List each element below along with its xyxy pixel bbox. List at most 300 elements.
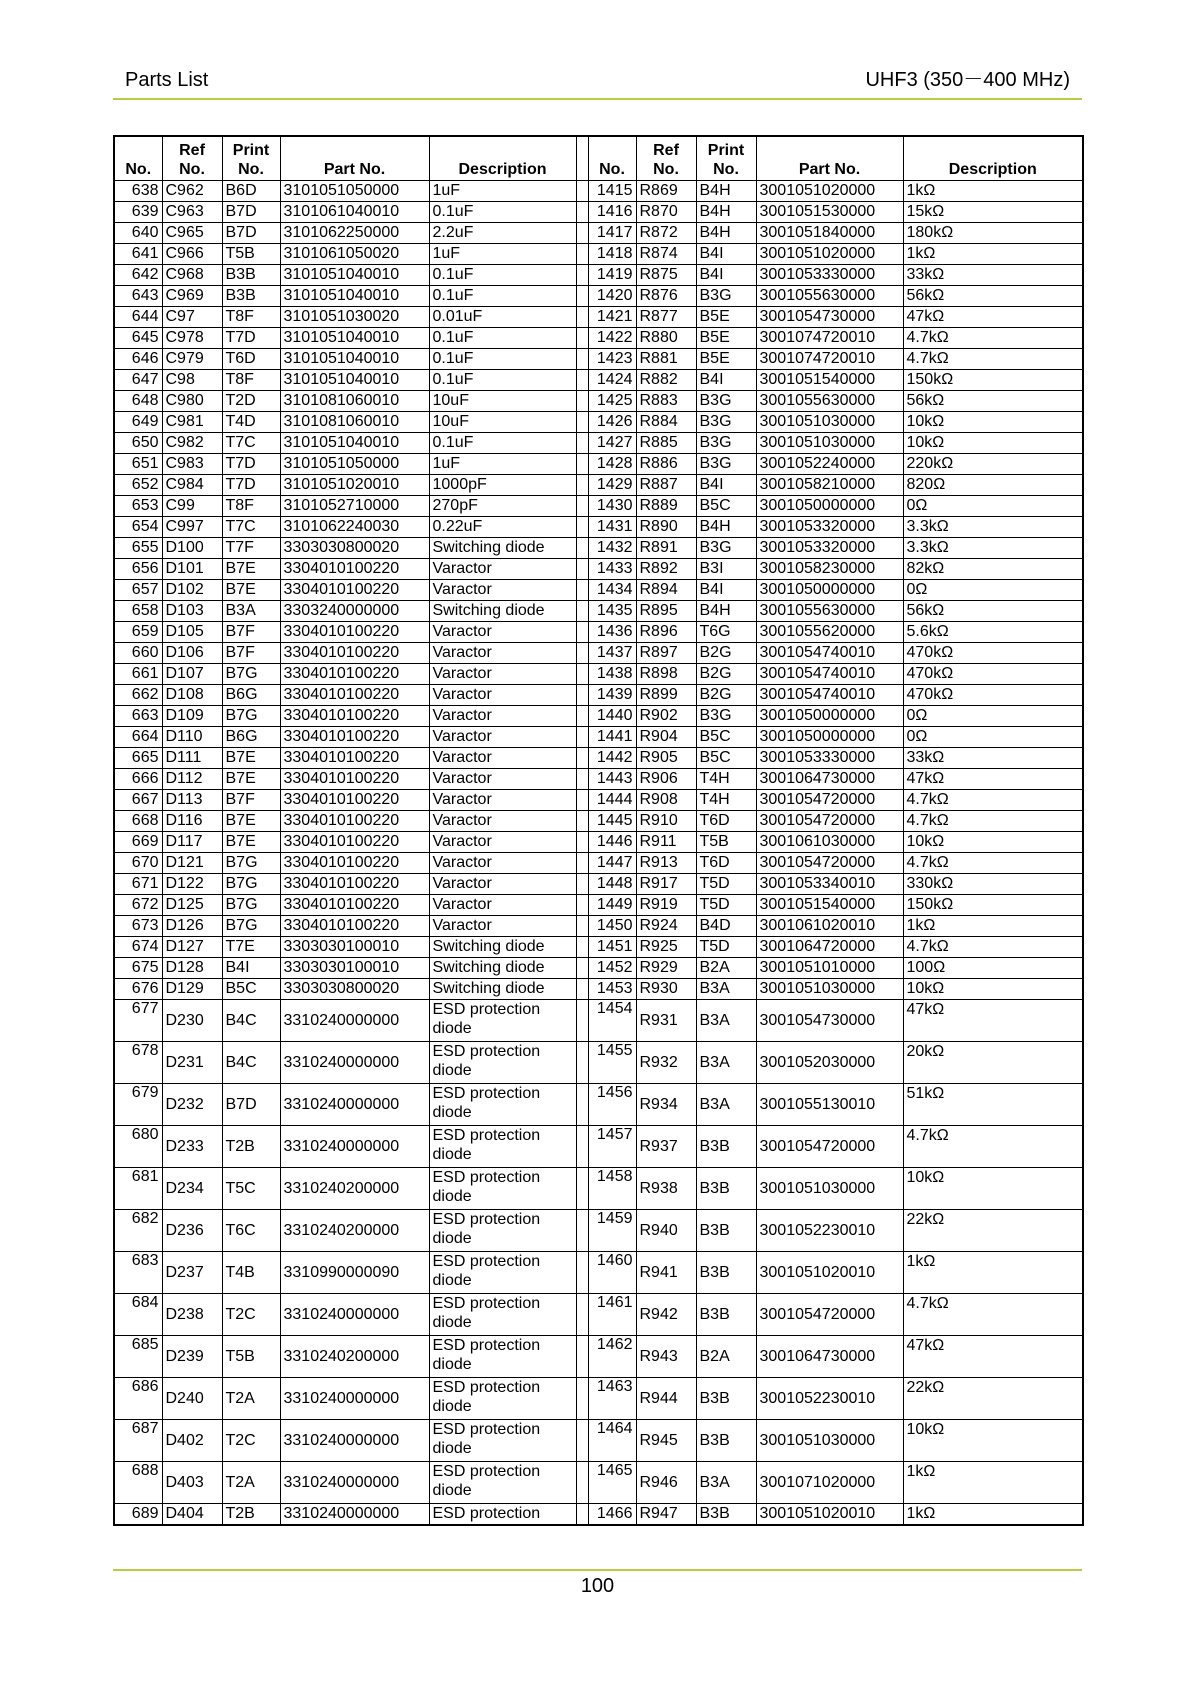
cell-description: 150kΩ — [903, 895, 1083, 916]
cell-print: B4C — [222, 1042, 280, 1084]
table-row — [114, 349, 1083, 370]
cell-ref: D404 — [162, 1504, 222, 1525]
cell-print: T7D — [222, 475, 280, 496]
cell-description: 47kΩ — [903, 1336, 1083, 1378]
cell-description: 330kΩ — [903, 874, 1083, 895]
table-row — [114, 1126, 1083, 1168]
cell-print: B4H — [696, 601, 756, 622]
cell-part-no: 3001053320000 — [756, 517, 903, 538]
cell-print: B5C — [222, 979, 280, 1000]
cell-print: B4D — [696, 916, 756, 937]
column-gap — [576, 412, 588, 433]
table-row — [114, 748, 1083, 769]
table-row — [114, 475, 1083, 496]
cell-ref: R932 — [636, 1042, 696, 1084]
column-gap — [576, 643, 588, 664]
cell-no: 650 — [114, 433, 162, 454]
cell-no: 1427 — [588, 433, 636, 454]
cell-ref: R924 — [636, 916, 696, 937]
cell-no: 651 — [114, 454, 162, 475]
cell-ref: D231 — [162, 1042, 222, 1084]
column-gap — [576, 496, 588, 517]
cell-print: B7D — [222, 223, 280, 244]
cell-description: ESD protection diode — [429, 1336, 576, 1378]
cell-ref: R913 — [636, 853, 696, 874]
cell-part-no: 3310240000000 — [280, 1378, 429, 1420]
table-row — [114, 1420, 1083, 1462]
cell-part-no: 3304010100220 — [280, 895, 429, 916]
column-gap — [576, 979, 588, 1000]
cell-print: T2A — [222, 1462, 280, 1504]
column-gap — [576, 1210, 588, 1252]
cell-ref: D100 — [162, 538, 222, 559]
cell-ref: R937 — [636, 1126, 696, 1168]
cell-ref: R931 — [636, 1000, 696, 1042]
cell-ref: R925 — [636, 937, 696, 958]
cell-ref: D106 — [162, 643, 222, 664]
cell-no: 1455 — [588, 1042, 636, 1084]
cell-description: 2.2uF — [429, 223, 576, 244]
table-row — [114, 181, 1083, 202]
cell-part-no: 3101062250000 — [280, 223, 429, 244]
table-row — [114, 1252, 1083, 1294]
cell-ref: C980 — [162, 391, 222, 412]
cell-no: 1448 — [588, 874, 636, 895]
cell-ref: R891 — [636, 538, 696, 559]
cell-ref: D122 — [162, 874, 222, 895]
cell-print: B7E — [222, 769, 280, 790]
cell-part-no: 3303030100010 — [280, 958, 429, 979]
cell-description: 10kΩ — [903, 1420, 1083, 1462]
cell-part-no: 3001050000000 — [756, 496, 903, 517]
column-gap — [576, 244, 588, 265]
cell-print: T7F — [222, 538, 280, 559]
cell-ref: D102 — [162, 580, 222, 601]
cell-no: 641 — [114, 244, 162, 265]
cell-no: 1429 — [588, 475, 636, 496]
cell-no: 645 — [114, 328, 162, 349]
cell-print: T8F — [222, 370, 280, 391]
cell-part-no: 3001050000000 — [756, 706, 903, 727]
cell-no: 1449 — [588, 895, 636, 916]
col-header-desc: Description — [903, 136, 1083, 181]
cell-description: 1uF — [429, 454, 576, 475]
cell-part-no: 3001050000000 — [756, 727, 903, 748]
cell-description: 270pF — [429, 496, 576, 517]
cell-part-no: 3310240200000 — [280, 1210, 429, 1252]
table-row — [114, 328, 1083, 349]
column-gap — [576, 136, 588, 181]
cell-description: 4.7kΩ — [903, 1294, 1083, 1336]
cell-print: T7C — [222, 433, 280, 454]
cell-ref: D116 — [162, 811, 222, 832]
cell-part-no: 3001053330000 — [756, 265, 903, 286]
cell-description: 470kΩ — [903, 664, 1083, 685]
column-gap — [576, 538, 588, 559]
column-gap — [576, 937, 588, 958]
cell-ref: C969 — [162, 286, 222, 307]
cell-description: 0.1uF — [429, 286, 576, 307]
table-row — [114, 433, 1083, 454]
cell-ref: D111 — [162, 748, 222, 769]
cell-print: B7E — [222, 559, 280, 580]
cell-part-no: 3001055630000 — [756, 391, 903, 412]
cell-no: 640 — [114, 223, 162, 244]
cell-no: 658 — [114, 601, 162, 622]
col-header-print: Print No. — [222, 136, 280, 181]
cell-print: B4I — [222, 958, 280, 979]
cell-no: 1450 — [588, 916, 636, 937]
cell-print: B7D — [222, 1084, 280, 1126]
cell-ref: D128 — [162, 958, 222, 979]
cell-ref: C963 — [162, 202, 222, 223]
cell-ref: R899 — [636, 685, 696, 706]
table-row — [114, 1378, 1083, 1420]
cell-print: T6C — [222, 1210, 280, 1252]
cell-no: 638 — [114, 181, 162, 202]
cell-part-no: 3310240000000 — [280, 1042, 429, 1084]
cell-print: B7G — [222, 874, 280, 895]
cell-no: 656 — [114, 559, 162, 580]
column-gap — [576, 1084, 588, 1126]
column-gap — [576, 1000, 588, 1042]
cell-no: 1439 — [588, 685, 636, 706]
cell-description: 4.7kΩ — [903, 811, 1083, 832]
cell-description: ESD protection diode — [429, 1210, 576, 1252]
cell-print: B5C — [696, 727, 756, 748]
cell-part-no: 3303030800020 — [280, 979, 429, 1000]
cell-print: B7F — [222, 643, 280, 664]
cell-description: 56kΩ — [903, 286, 1083, 307]
cell-print: B4H — [696, 517, 756, 538]
cell-part-no: 3304010100220 — [280, 853, 429, 874]
cell-print: B3G — [696, 433, 756, 454]
cell-ref: R876 — [636, 286, 696, 307]
cell-print: T8F — [222, 307, 280, 328]
cell-print: B3G — [696, 538, 756, 559]
cell-no: 1418 — [588, 244, 636, 265]
table-row — [114, 223, 1083, 244]
cell-ref: D117 — [162, 832, 222, 853]
cell-ref: C98 — [162, 370, 222, 391]
cell-description: Switching diode — [429, 937, 576, 958]
cell-description: 0.1uF — [429, 349, 576, 370]
cell-ref: R898 — [636, 664, 696, 685]
cell-print: T6D — [696, 853, 756, 874]
cell-description: ESD protection diode — [429, 1126, 576, 1168]
cell-description: Varactor — [429, 895, 576, 916]
cell-no: 1460 — [588, 1252, 636, 1294]
cell-part-no: 3001071020000 — [756, 1462, 903, 1504]
cell-no: 659 — [114, 622, 162, 643]
table-row — [114, 517, 1083, 538]
cell-print: B6G — [222, 727, 280, 748]
cell-print: T5B — [222, 1336, 280, 1378]
cell-part-no: 3310240000000 — [280, 1294, 429, 1336]
table-row — [114, 664, 1083, 685]
cell-description: Varactor — [429, 622, 576, 643]
cell-part-no: 3001054720000 — [756, 853, 903, 874]
cell-ref: D237 — [162, 1252, 222, 1294]
table-row — [114, 853, 1083, 874]
cell-description: Varactor — [429, 874, 576, 895]
cell-description: Varactor — [429, 811, 576, 832]
cell-part-no: 3001054720000 — [756, 1126, 903, 1168]
cell-no: 666 — [114, 769, 162, 790]
table-row — [114, 1042, 1083, 1084]
table-row — [114, 1000, 1083, 1042]
cell-ref: R880 — [636, 328, 696, 349]
cell-print: B3B — [696, 1378, 756, 1420]
cell-part-no: 3310240000000 — [280, 1000, 429, 1042]
cell-description: 1kΩ — [903, 916, 1083, 937]
cell-print: B7E — [222, 832, 280, 853]
cell-part-no: 3001051840000 — [756, 223, 903, 244]
cell-no: 661 — [114, 664, 162, 685]
cell-no: 1426 — [588, 412, 636, 433]
cell-description: 1000pF — [429, 475, 576, 496]
table-row — [114, 1210, 1083, 1252]
cell-description: 0.22uF — [429, 517, 576, 538]
table-row — [114, 895, 1083, 916]
cell-print: T2C — [222, 1294, 280, 1336]
cell-description: 0.1uF — [429, 433, 576, 454]
cell-print: B3G — [696, 454, 756, 475]
cell-no: 673 — [114, 916, 162, 937]
cell-no: 1424 — [588, 370, 636, 391]
cell-no: 1419 — [588, 265, 636, 286]
column-gap — [576, 559, 588, 580]
cell-print: T8F — [222, 496, 280, 517]
cell-no: 1440 — [588, 706, 636, 727]
cell-ref: D238 — [162, 1294, 222, 1336]
cell-print: B3G — [696, 706, 756, 727]
cell-no: 1436 — [588, 622, 636, 643]
cell-no: 1415 — [588, 181, 636, 202]
cell-ref: R919 — [636, 895, 696, 916]
cell-ref: R908 — [636, 790, 696, 811]
cell-description: ESD protection diode — [429, 1462, 576, 1504]
cell-part-no: 3101061050020 — [280, 244, 429, 265]
cell-description: 0.1uF — [429, 328, 576, 349]
col-header-desc: Description — [429, 136, 576, 181]
cell-print: B2G — [696, 664, 756, 685]
cell-part-no: 3001052230010 — [756, 1210, 903, 1252]
cell-description: 0Ω — [903, 706, 1083, 727]
cell-ref: R881 — [636, 349, 696, 370]
cell-no: 1438 — [588, 664, 636, 685]
column-gap — [576, 307, 588, 328]
cell-print: B3B — [222, 265, 280, 286]
cell-part-no: 3310240000000 — [280, 1420, 429, 1462]
cell-print: T4B — [222, 1252, 280, 1294]
cell-print: B4I — [696, 475, 756, 496]
cell-ref: D403 — [162, 1462, 222, 1504]
cell-description: 3.3kΩ — [903, 538, 1083, 559]
cell-print: T6D — [696, 811, 756, 832]
cell-description: Varactor — [429, 769, 576, 790]
column-gap — [576, 832, 588, 853]
cell-ref: C97 — [162, 307, 222, 328]
cell-description: 1uF — [429, 181, 576, 202]
cell-part-no: 3101061040010 — [280, 202, 429, 223]
column-gap — [576, 1378, 588, 1420]
cell-ref: R945 — [636, 1420, 696, 1462]
cell-description: 10kΩ — [903, 832, 1083, 853]
cell-no: 1453 — [588, 979, 636, 1000]
cell-print: B3A — [222, 601, 280, 622]
column-gap — [576, 181, 588, 202]
cell-print: B2A — [696, 958, 756, 979]
cell-part-no: 3101051040010 — [280, 265, 429, 286]
cell-print: B4I — [696, 370, 756, 391]
cell-ref: R883 — [636, 391, 696, 412]
cell-part-no: 3310240200000 — [280, 1168, 429, 1210]
cell-print: T2C — [222, 1420, 280, 1462]
cell-ref: R874 — [636, 244, 696, 265]
cell-print: B7G — [222, 895, 280, 916]
cell-ref: D230 — [162, 1000, 222, 1042]
cell-no: 1434 — [588, 580, 636, 601]
cell-part-no: 3304010100220 — [280, 685, 429, 706]
table-row — [114, 1462, 1083, 1504]
cell-print: T4H — [696, 790, 756, 811]
col-header-part: Part No. — [280, 136, 429, 181]
cell-no: 1417 — [588, 223, 636, 244]
cell-part-no: 3001051540000 — [756, 895, 903, 916]
column-gap — [576, 223, 588, 244]
cell-part-no: 3001053340010 — [756, 874, 903, 895]
cell-ref: R886 — [636, 454, 696, 475]
cell-description: Switching diode — [429, 958, 576, 979]
cell-print: B6D — [222, 181, 280, 202]
cell-print: B2A — [696, 1336, 756, 1378]
page-footer — [113, 1569, 1082, 1597]
table-row — [114, 1168, 1083, 1210]
cell-no: 676 — [114, 979, 162, 1000]
cell-no: 1446 — [588, 832, 636, 853]
cell-part-no: 3310990000090 — [280, 1252, 429, 1294]
cell-no: 665 — [114, 748, 162, 769]
column-gap — [576, 874, 588, 895]
cell-part-no: 3101051040010 — [280, 349, 429, 370]
cell-no: 1454 — [588, 1000, 636, 1042]
cell-ref: R875 — [636, 265, 696, 286]
col-header-ref: Ref No. — [162, 136, 222, 181]
cell-no: 1461 — [588, 1294, 636, 1336]
cell-description: Switching diode — [429, 601, 576, 622]
col-header-ref: Ref No. — [636, 136, 696, 181]
cell-print: B7G — [222, 706, 280, 727]
cell-part-no: 3001064730000 — [756, 769, 903, 790]
cell-description: Varactor — [429, 832, 576, 853]
table-row — [114, 580, 1083, 601]
cell-description: 10uF — [429, 412, 576, 433]
cell-no: 1445 — [588, 811, 636, 832]
cell-no: 1442 — [588, 748, 636, 769]
cell-print: B4C — [222, 1000, 280, 1042]
cell-print: B5C — [696, 496, 756, 517]
column-gap — [576, 916, 588, 937]
cell-no: 1433 — [588, 559, 636, 580]
col-header-print: Print No. — [696, 136, 756, 181]
cell-description: 180kΩ — [903, 223, 1083, 244]
table-row — [114, 244, 1083, 265]
cell-part-no: 3304010100220 — [280, 832, 429, 853]
cell-description: 1kΩ — [903, 244, 1083, 265]
cell-no: 647 — [114, 370, 162, 391]
cell-no: 682 — [114, 1210, 162, 1252]
cell-no: 678 — [114, 1042, 162, 1084]
column-gap — [576, 727, 588, 748]
cell-description: 33kΩ — [903, 748, 1083, 769]
cell-description: Varactor — [429, 727, 576, 748]
cell-print: B3B — [696, 1210, 756, 1252]
cell-description: 1uF — [429, 244, 576, 265]
cell-print: T2B — [222, 1126, 280, 1168]
cell-part-no: 3101081060010 — [280, 391, 429, 412]
cell-ref: D112 — [162, 769, 222, 790]
cell-print: B3B — [696, 1126, 756, 1168]
table-row — [114, 811, 1083, 832]
cell-print: B2G — [696, 685, 756, 706]
cell-ref: C983 — [162, 454, 222, 475]
cell-no: 639 — [114, 202, 162, 223]
cell-print: B7G — [222, 916, 280, 937]
table-row — [114, 937, 1083, 958]
column-gap — [576, 895, 588, 916]
cell-no: 1435 — [588, 601, 636, 622]
cell-description: 0.01uF — [429, 307, 576, 328]
column-gap — [576, 958, 588, 979]
cell-no: 668 — [114, 811, 162, 832]
cell-description: 220kΩ — [903, 454, 1083, 475]
cell-no: 667 — [114, 790, 162, 811]
parts-table — [113, 135, 1084, 1526]
cell-ref: C962 — [162, 181, 222, 202]
column-gap — [576, 1420, 588, 1462]
cell-print: B3B — [696, 1420, 756, 1462]
cell-print: T2B — [222, 1504, 280, 1525]
column-gap — [576, 1294, 588, 1336]
cell-ref: R870 — [636, 202, 696, 223]
cell-no: 686 — [114, 1378, 162, 1420]
cell-print: B7G — [222, 664, 280, 685]
cell-print: B7G — [222, 853, 280, 874]
cell-part-no: 3101081060010 — [280, 412, 429, 433]
cell-description: 0.1uF — [429, 202, 576, 223]
cell-ref: R938 — [636, 1168, 696, 1210]
cell-description: 82kΩ — [903, 559, 1083, 580]
table-row — [114, 307, 1083, 328]
cell-part-no: 3304010100220 — [280, 622, 429, 643]
parts-table-container — [113, 135, 1082, 1526]
cell-ref: R872 — [636, 223, 696, 244]
cell-ref: R869 — [636, 181, 696, 202]
table-row — [114, 685, 1083, 706]
cell-description: 10kΩ — [903, 433, 1083, 454]
cell-print: B7F — [222, 622, 280, 643]
cell-part-no: 3303030800020 — [280, 538, 429, 559]
cell-ref: D113 — [162, 790, 222, 811]
cell-print: T5D — [696, 937, 756, 958]
cell-part-no: 3001058230000 — [756, 559, 903, 580]
cell-ref: R910 — [636, 811, 696, 832]
cell-ref: D107 — [162, 664, 222, 685]
cell-no: 1466 — [588, 1504, 636, 1525]
cell-part-no: 3001051540000 — [756, 370, 903, 391]
cell-print: B3G — [696, 391, 756, 412]
